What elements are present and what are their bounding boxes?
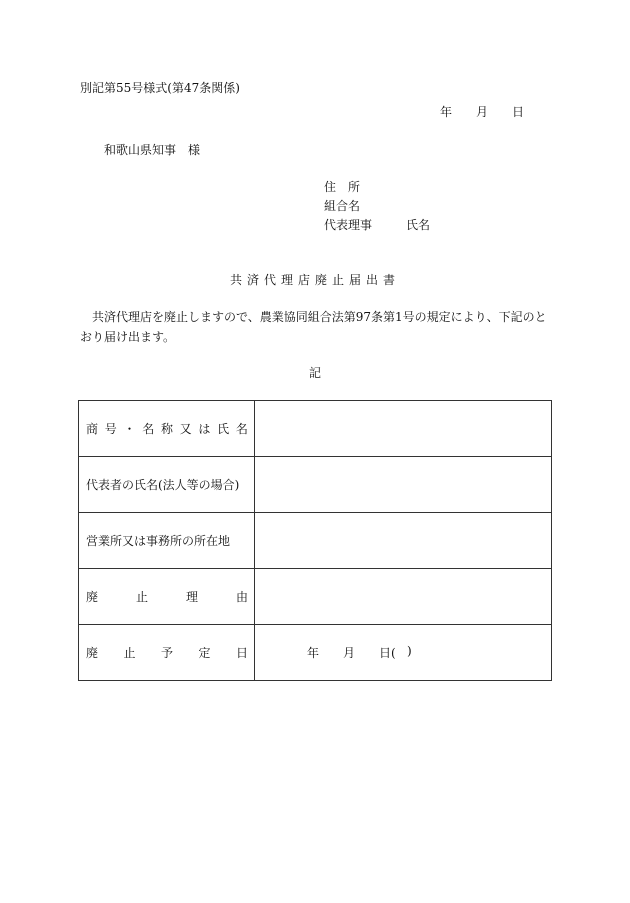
row-label-cell (79, 625, 255, 681)
row-label-cell (79, 401, 255, 457)
table-row (79, 625, 552, 681)
abolition-date-month: 月 (343, 646, 356, 660)
sender-representative-row (324, 217, 430, 233)
abolition-date-label: 廃 止 予 定 日 (86, 645, 248, 660)
sender-union-label: 組合名 (324, 199, 361, 213)
abolition-date-year: 年 (307, 646, 320, 660)
trade-name-label: 商 号 ・ 名 称 又 は 氏 名 (86, 421, 248, 436)
trade-name-field[interactable] (255, 401, 552, 457)
table-row (79, 401, 552, 457)
sender-address-label: 住 所 (324, 180, 361, 194)
abolition-reason-field[interactable] (255, 569, 552, 625)
date-year-label: 年 (440, 105, 453, 119)
sender-name-label: 氏名 (406, 218, 431, 232)
date-month-label: 月 (476, 105, 489, 119)
abolition-reason-label: 廃 止 理 由 (86, 589, 248, 604)
table-row (79, 457, 552, 513)
office-location-field[interactable] (255, 513, 552, 569)
date-day-label: 日 (512, 105, 525, 119)
ki-heading: 記 (308, 366, 321, 380)
table-row (79, 569, 552, 625)
sender-representative-label: 代表理事 (324, 218, 373, 232)
representative-name-label: 代表者の氏名(法人等の場合) (86, 477, 240, 492)
row-label-cell (79, 457, 255, 513)
office-location-label: 営業所又は事務所の所在地 (86, 533, 231, 548)
addressee: 和歌山県知事 様 (104, 143, 201, 157)
representative-name-field[interactable] (255, 457, 552, 513)
abolition-date-day: 日( (379, 646, 396, 660)
table-row (79, 513, 552, 569)
body-text: 共済代理店を廃止しますので、農業協同組合法第97条第1号の規定により、下記のとおり届け出ます。 (80, 310, 547, 344)
date-line (440, 104, 524, 120)
abolition-date-field[interactable] (255, 625, 552, 681)
form-number: 別記第55号様式(第47条関係) (80, 81, 240, 95)
document-title: 共済代理店廃止届出書 (229, 273, 400, 287)
row-label-cell (79, 569, 255, 625)
abolition-date-value (255, 644, 551, 661)
row-label-cell (79, 513, 255, 569)
form-table (78, 400, 552, 681)
abolition-date-close: ) (407, 644, 412, 658)
